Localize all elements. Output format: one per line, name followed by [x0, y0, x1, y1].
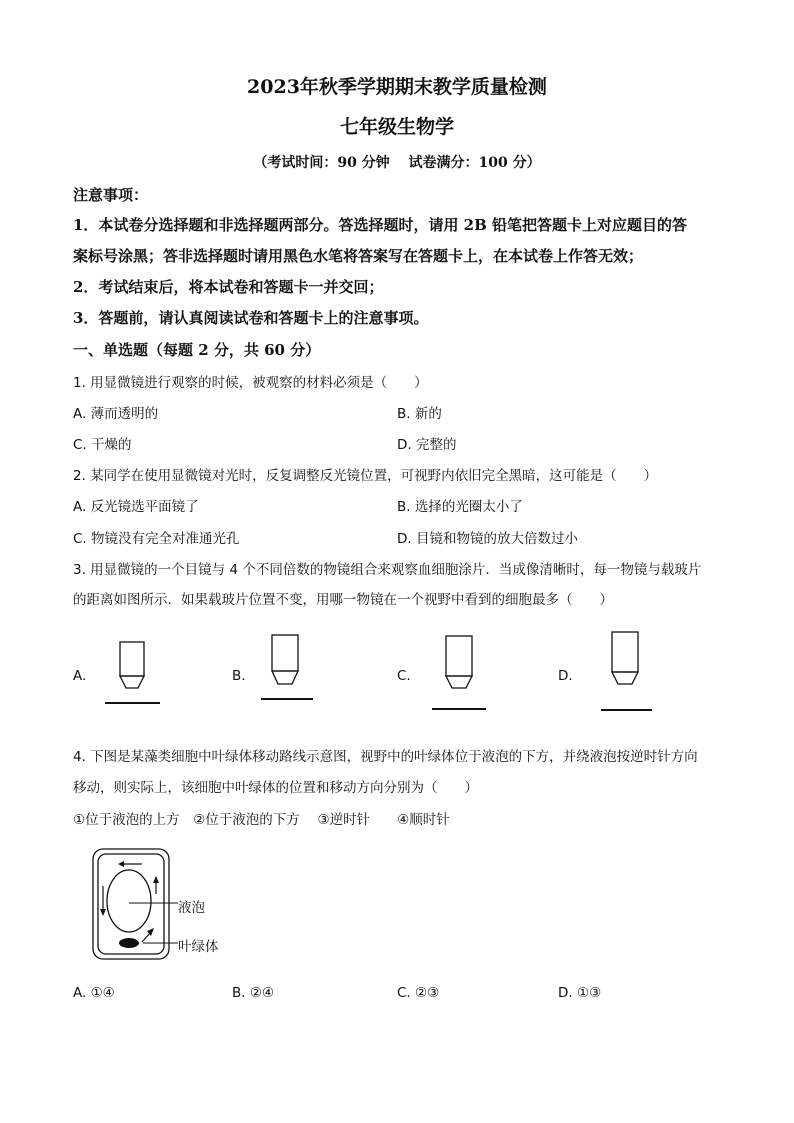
q3-option-c[interactable]: C. — [397, 668, 411, 684]
q3-stem-line2: 的距离如图所示．如果载玻片位置不变，用哪一物镜在一个视野中看到的细胞最多（ ） — [73, 592, 613, 608]
q1-option-b[interactable]: B. 新的 — [397, 406, 442, 422]
objective-lens-c-figure — [428, 634, 498, 714]
q4-option-a[interactable]: A. ①④ — [73, 985, 115, 1001]
objective-lens-d-figure — [596, 630, 666, 714]
chloroplast-shape — [119, 938, 139, 948]
q4-option-d[interactable]: D. ①③ — [558, 985, 602, 1001]
q2-option-d[interactable]: D. 目镜和物镜的放大倍数过小 — [397, 531, 578, 547]
objective-lens-a-figure — [100, 636, 170, 708]
left-arrow-head-icon — [100, 909, 106, 916]
q3-stem-line1: 3. 用显微镜的一个目镜与 4 个不同倍数的物镜组合来观察血细胞涂片．当成像清晰时，每一物镜与载玻片 — [73, 562, 702, 578]
exam-info: （考试时间：90 分钟 试卷满分：100 分） — [253, 155, 541, 171]
note-item-3: 3．答题前，请认真阅读试卷和答题卡上的注意事项。 — [73, 309, 429, 327]
top-arrow-head-icon — [118, 861, 124, 867]
q2-option-c[interactable]: C. 物镜没有完全对准通光孔 — [73, 531, 240, 547]
objective-lens-b-figure — [258, 632, 328, 704]
page-subtitle: 七年级生物学 — [339, 116, 454, 138]
q2-option-b[interactable]: B. 选择的光圈太小了 — [397, 499, 523, 515]
q3-option-d[interactable]: D. — [558, 668, 573, 684]
q2-stem: 2. 某同学在使用显微镜对光时，反复调整反光镜位置，可视野内依旧完全黑暗，这可能是（ ） — [73, 468, 658, 484]
q1-stem: 1. 用显微镜进行观察的时候，被观察的材料必须是（ ） — [73, 375, 428, 391]
chloroplast-label: 叶绿体 — [178, 939, 219, 955]
page-title: 2023年秋季学期期末教学质量检测 — [247, 76, 547, 98]
section-heading: 一、单选题（每题 2 分，共 60 分） — [73, 341, 321, 359]
note-item-1-line1: 1．本试卷分选择题和非选择题两部分。答选择题时，请用 2B 铅笔把答题卡上对应题目的答 — [73, 216, 688, 234]
q1-option-c[interactable]: C. 干燥的 — [73, 437, 132, 453]
notes-heading: 注意事项： — [73, 186, 149, 204]
note-item-1-line2: 案标号涂黑；答非选择题时请用黑色水笔将答案写在答题卡上，在本试卷上作答无效； — [73, 247, 644, 265]
q4-stem-line1: 4. 下图是某藻类细胞中叶绿体移动路线示意图，视野中的叶绿体位于液泡的下方，并绕液泡按逆时针方向 — [73, 749, 698, 765]
vacuole-label: 液泡 — [178, 900, 205, 916]
q1-option-d[interactable]: D. 完整的 — [397, 437, 457, 453]
q3-option-a[interactable]: A. — [73, 668, 87, 684]
note-item-2: 2．考试结束后，将本试卷和答题卡一并交回； — [73, 278, 384, 296]
q4-option-b[interactable]: B. ②④ — [232, 985, 275, 1001]
vacuole-shape — [107, 870, 151, 932]
q1-option-a[interactable]: A. 薄而透明的 — [73, 406, 159, 422]
q3-option-b[interactable]: B. — [232, 668, 246, 684]
q4-statements: ①位于液泡的上方 ②位于液泡的下方 ③逆时针 ④顺时针 — [73, 812, 450, 828]
q4-stem-line2: 移动，则实际上，该细胞中叶绿体的位置和移动方向分别为（ ） — [73, 780, 478, 796]
q4-option-c[interactable]: C. ②③ — [397, 985, 440, 1001]
right-arrow-head-icon — [153, 876, 159, 883]
q2-option-a[interactable]: A. 反光镜选平面镜了 — [73, 499, 199, 515]
